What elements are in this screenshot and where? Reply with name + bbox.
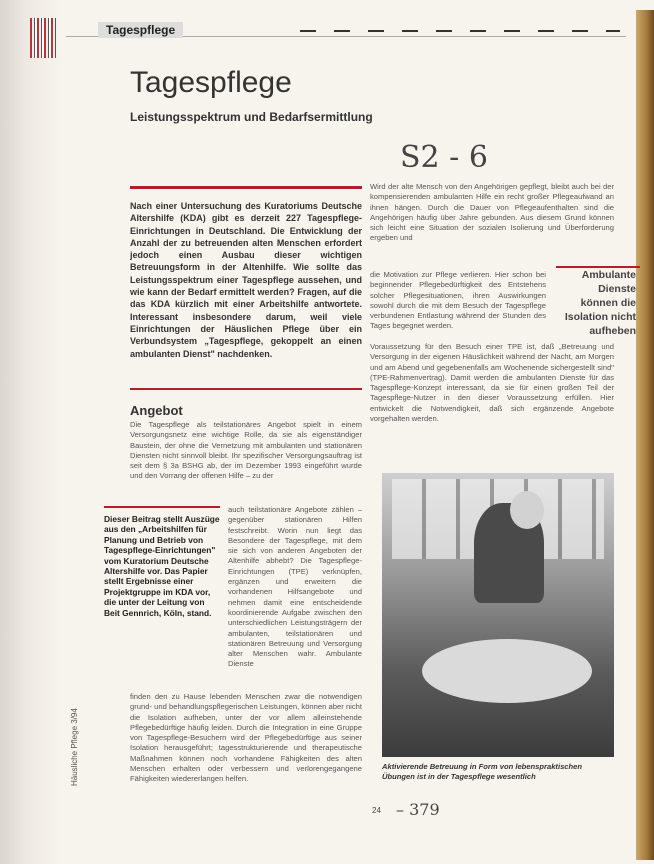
- book-edge: [636, 10, 654, 860]
- vertical-source: Häusliche Pflege 3/94: [70, 708, 79, 786]
- pull-quote: Ambulante Dienste können die Isolation nicht aufheben: [564, 269, 636, 337]
- article-photo: [382, 473, 614, 757]
- article-title: Tagespflege: [130, 66, 292, 99]
- body-text-col1-part3: finden den zu Hause lebenden Menschen zwar die notwendigen grund- und behandlungspflegerischen Leistungen, können aber nicht die Isolation aufheben, unter der vor allem alleinstehende Pflegebedürftige häufig leiden. Durch die Integration in eine Gruppe von Tagespflege-Besuchern wird der Pflegebedürftige aus seiner Isolation herausgeführt; tagesstrukturierende und therapeutische Maßnahmen können noch vorhandene Fähigkeiten des alten Menschen erhalten oder verbessern und verlorengegangene Fähigkeiten wiedererlangen helfen.: [130, 692, 362, 784]
- body-text-col2-part1: Wird der alte Mensch von den Angehörigen gepflegt, bleibt auch bei der kompensierenden ambulanten Hilfe ein recht großer Pflegeaufwand an ihnen hängen. Durch die Dauer von Pflegeaufenthalten sind die Angehörigen häufig über Jahre gebunden. Aus diesem Grund können sich leicht eine Situation der sozialen Isolierung und Überforderung ergeben und: [370, 182, 614, 243]
- body-text-col2-part3: Voraussetzung für den Besuch einer TPE ist, daß „Betreuung und Versorgung in der eigenen Häuslichkeit während der Nacht, am Morgen und am Abend und gegebenenfalls am Wochenende sichergestellt sind" (TPE-Rahmenvertrag). Damit werden die ambulanten Dienste für das Tagespflege-Konzept interessant, da sie für einen großen Teil der Tagespflege-Nutzer in den dieser Voraussetzung erfüllen. Hier entwickelt die Notwendigkeit, daß sich ergänzende Angebote vorgehalten werden.: [370, 342, 614, 424]
- running-head: Tagespflege: [98, 22, 183, 38]
- section-heading: Angebot: [130, 403, 183, 418]
- binder-tabs: [30, 18, 56, 58]
- handwritten-page-number: – 379: [396, 800, 440, 819]
- sidenote: Dieser Beitrag stellt Auszüge aus den „Arbeitshilfen für Planung und Betrieb von Tagespflege-Einrichtungen" vom Kuratorium Deutsche Altershilfe vor. Das Papier stellt Ergebnisse einer Projektgruppe im KDA vor, die unter der Leitung von Beit Gennrich, Köln, stand.: [104, 514, 220, 618]
- sidenote-rule: [104, 506, 220, 508]
- page-binding: [0, 0, 64, 864]
- page-folio: 24: [372, 806, 381, 815]
- body-text-col1-part2: auch teilstationäre Angebote zählen – gegenüber stationären Hilfen festschreibt. Worin nun liegt das Besondere der Tagespflege, mit dem sie sich von anderen Angeboten der Altenhilfe abhebt? Die Tagespflege-Einrichtungen (TPE) verknüpfen, ergänzen und erweitern die vorhandenen Hilfsangebote und nehmen damit eine entscheidende koordinierende Aufgabe zwischen den unterschiedlichen Leistungsträgern der ambulanten, teilstationären und stationären Betreuung und Versorgung alter Menschen wahr. Ambulante Dienste: [228, 505, 362, 669]
- photo-head: [510, 491, 544, 529]
- section-rule: [130, 388, 362, 390]
- photo-caption: Aktivierende Betreuung in Form von lebenspraktischen Übungen ist in der Tagespflege wesentlich: [382, 762, 583, 781]
- photo-table: [422, 639, 592, 703]
- lead-rule: [130, 186, 362, 189]
- article-subtitle: Leistungsspektrum und Bedarfsermittlung: [130, 110, 373, 124]
- header-dashes: [300, 30, 620, 32]
- body-text-col2-part2: die Motivation zur Pflege verlieren. Hier schon bei beginnender Pflegebedürftigkeit des Entstehens solcher Pflegesituationen, ihren Auswirkungen sowohl durch die mit dem Besuch der Tagespflege verbundenen Entlastung während der Stunden des Tages begegnet werden.: [370, 270, 546, 331]
- body-text-col1-part1: Die Tagespflege als teilstationäres Angebot spielt in einem Versorgungsnetz eine wichtige Rolle, da sie als eigenständiger Baustein, der ohne die Vernetzung mit ambulanten und stationären Diensten nicht sinnvoll bleibt. Ihr spezifischer Versorgungsauftrag ist seit dem § 3a BSHG ab, der im Dezember 1993 eingeführt wurde und den Vorrang der offenen Hilfe – zu der: [130, 420, 362, 481]
- handwritten-note: S2 - 6: [400, 140, 488, 175]
- lead-paragraph: Nach einer Untersuchung des Kuratoriums Deutsche Altershilfe (KDA) gibt es derzeit 227 Tagespflege-Einrichtungen in Deutschland. Die Entwicklung der Anzahl der zu betreuenden alten Menschen erfordert jedoch einen Ausbau dieser wichtigen Betreuungsform in der Altenhilfe. Wie sollte das Leistungsspektrum einer Tagespflege aussehen, und wie kann der Bedarf ermittelt werden? Fragen, auf die das KDA kürzlich mit einer Arbeitshilfe antwortete. Interessant insbesondere darum, weil viele Einrichtungen der Häuslichen Pflege über ein Verbundsystem „Tagespflege, gekoppelt an einen ambulanten Dienst" nachdenken.: [130, 201, 362, 359]
